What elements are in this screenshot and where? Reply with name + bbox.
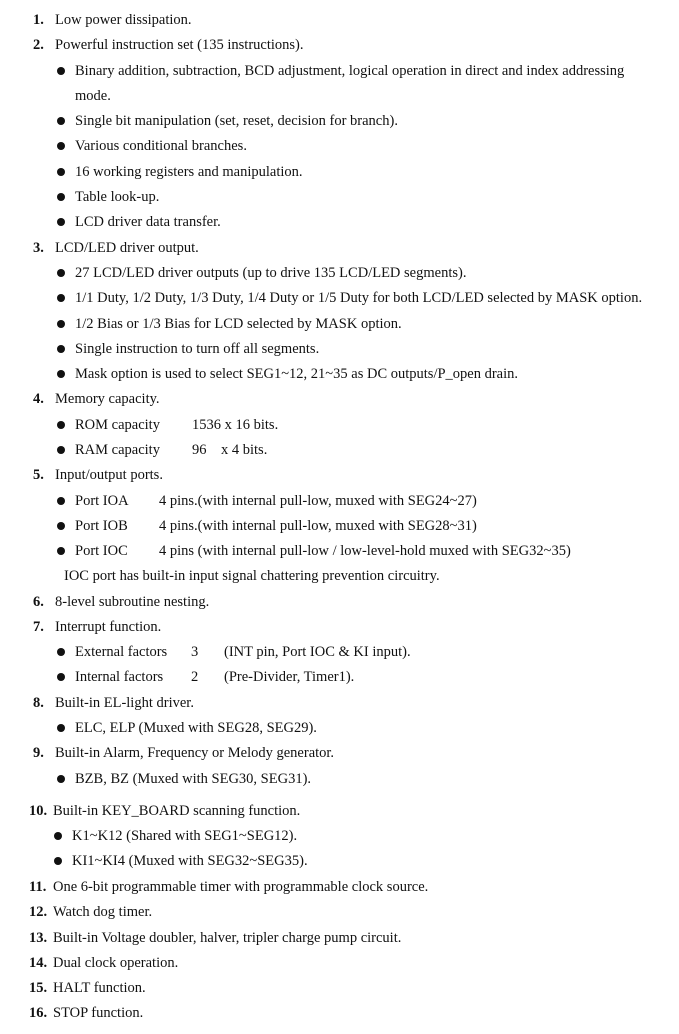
port-note: IOC port has built-in input signal chattering prevention circuitry. <box>64 568 440 584</box>
port-label: Port IOC <box>75 543 128 559</box>
item-number: 12. <box>29 904 48 920</box>
item-number: 2. <box>33 37 44 53</box>
item-number: 6. <box>33 594 44 610</box>
list-item <box>33 11 192 29</box>
bullet-icon <box>57 67 65 75</box>
item-text: Dual clock operation. <box>53 955 179 971</box>
item-text: HALT function. <box>53 980 146 996</box>
list-item <box>33 390 160 408</box>
sub-item-text: Mask option is used to select SEG1~12, 21~35 as DC outputs/P_open drain. <box>75 366 519 382</box>
interrupt-value: (Pre-Divider, Timer1). <box>224 669 355 685</box>
interrupt-label: External factors <box>75 644 168 660</box>
bullet-icon <box>57 497 65 505</box>
interrupt-value: (INT pin, Port IOC & KI input). <box>224 644 411 660</box>
port-label: Port IOA <box>75 493 129 509</box>
list-item <box>29 903 152 921</box>
sub-item-text: Table look-up. <box>75 189 160 205</box>
item-text: One 6-bit programmable timer with programmable clock source. <box>53 879 429 895</box>
port-value: 4 pins.(with internal pull-low, muxed with SEG28~31) <box>159 518 477 534</box>
sub-item-text: Single instruction to turn off all segments. <box>75 341 320 357</box>
interrupt-count: 2 <box>191 669 199 685</box>
sub-item-text: Binary addition, subtraction, BCD adjustment, logical operation in direct and index addressing <box>75 63 625 79</box>
bullet-icon <box>57 117 65 125</box>
sub-item-text: LCD driver data transfer. <box>75 214 221 230</box>
item-text: Input/output ports. <box>55 467 163 483</box>
item-number: 16. <box>29 1005 48 1021</box>
memory-label: ROM capacity <box>75 417 160 433</box>
item-text: Built-in Alarm, Frequency or Melody generator. <box>55 745 335 761</box>
sub-item-text: Various conditional branches. <box>75 138 247 154</box>
item-number: 9. <box>33 745 44 761</box>
bullet-icon <box>57 193 65 201</box>
memory-label: RAM capacity <box>75 442 160 458</box>
item-text: Built-in EL-light driver. <box>55 695 194 711</box>
list-item <box>29 979 146 997</box>
sub-item-text: 1/1 Duty, 1/2 Duty, 1/3 Duty, 1/4 Duty or 1/5 Duty for both LCD/LED selected by MASK option. <box>75 290 643 306</box>
list-item <box>33 744 334 762</box>
list-item <box>29 802 300 820</box>
bullet-icon <box>54 832 62 840</box>
bullet-icon <box>57 168 65 176</box>
bullet-icon <box>57 446 65 454</box>
interrupt-label: Internal factors <box>75 669 164 685</box>
sub-item-text: KI1~KI4 (Muxed with SEG32~SEG35). <box>72 853 308 869</box>
item-text: 8-level subroutine nesting. <box>55 594 210 610</box>
sub-item-text: Single bit manipulation (set, reset, decision for branch). <box>75 113 398 129</box>
list-item <box>33 593 209 611</box>
bullet-icon <box>57 421 65 429</box>
interrupt-count: 3 <box>191 644 199 660</box>
list-item <box>29 1004 143 1022</box>
item-number: 11. <box>29 879 47 895</box>
item-number: 8. <box>33 695 44 711</box>
list-item <box>29 929 401 947</box>
bullet-icon <box>57 218 65 226</box>
bullet-icon <box>57 142 65 150</box>
list-item <box>29 878 428 896</box>
bullet-icon <box>57 320 65 328</box>
bullet-icon <box>57 269 65 277</box>
bullet-icon <box>57 775 65 783</box>
item-text: Interrupt function. <box>55 619 162 635</box>
bullet-icon <box>57 294 65 302</box>
list-item <box>33 694 194 712</box>
memory-value: 1536 x 16 bits. <box>192 417 279 433</box>
bullet-icon <box>57 370 65 378</box>
port-label: Port IOB <box>75 518 128 534</box>
item-number: 3. <box>33 240 44 256</box>
list-item <box>33 466 163 484</box>
list-item <box>33 239 199 257</box>
item-number: 1. <box>33 12 44 28</box>
bullet-icon <box>57 673 65 681</box>
bullet-icon <box>57 345 65 353</box>
bullet-icon <box>57 724 65 732</box>
port-value: 4 pins.(with internal pull-low, muxed with SEG24~27) <box>159 493 477 509</box>
sub-item-text: 16 working registers and manipulation. <box>75 164 303 180</box>
list-item <box>29 954 178 972</box>
item-number: 15. <box>29 980 48 996</box>
bullet-icon <box>57 547 65 555</box>
sub-item-text: 1/2 Bias or 1/3 Bias for LCD selected by MASK option. <box>75 316 402 332</box>
item-text: Powerful instruction set (135 instructions). <box>55 37 304 53</box>
sub-item-text: ELC, ELP (Muxed with SEG28, SEG29). <box>75 720 317 736</box>
item-text: Built-in Voltage doubler, halver, tripler charge pump circuit. <box>53 930 402 946</box>
item-number: 10. <box>29 803 48 819</box>
item-text: STOP function. <box>53 1005 144 1021</box>
sub-item-text: K1~K12 (Shared with SEG1~SEG12). <box>72 828 298 844</box>
list-item <box>33 618 161 636</box>
item-number: 4. <box>33 391 44 407</box>
list-item <box>33 36 303 54</box>
sub-item-text: BZB, BZ (Muxed with SEG30, SEG31). <box>75 771 312 787</box>
item-text: LCD/LED driver output. <box>55 240 199 256</box>
item-text: Built-in KEY_BOARD scanning function. <box>53 803 301 819</box>
item-number: 7. <box>33 619 44 635</box>
item-number: 5. <box>33 467 44 483</box>
item-number: 14. <box>29 955 48 971</box>
bullet-icon <box>54 857 62 865</box>
bullet-icon <box>57 522 65 530</box>
bullet-icon <box>57 648 65 656</box>
item-text: Low power dissipation. <box>55 12 192 28</box>
item-text: Watch dog timer. <box>53 904 153 920</box>
sub-item-text: 27 LCD/LED driver outputs (up to drive 135 LCD/LED segments). <box>75 265 467 281</box>
port-value: 4 pins (with internal pull-low / low-level-hold muxed with SEG32~35) <box>159 543 571 559</box>
item-number: 13. <box>29 930 48 946</box>
sub-item-text: mode. <box>75 88 111 104</box>
item-text: Memory capacity. <box>55 391 160 407</box>
memory-value: 96 x 4 bits. <box>192 442 268 458</box>
